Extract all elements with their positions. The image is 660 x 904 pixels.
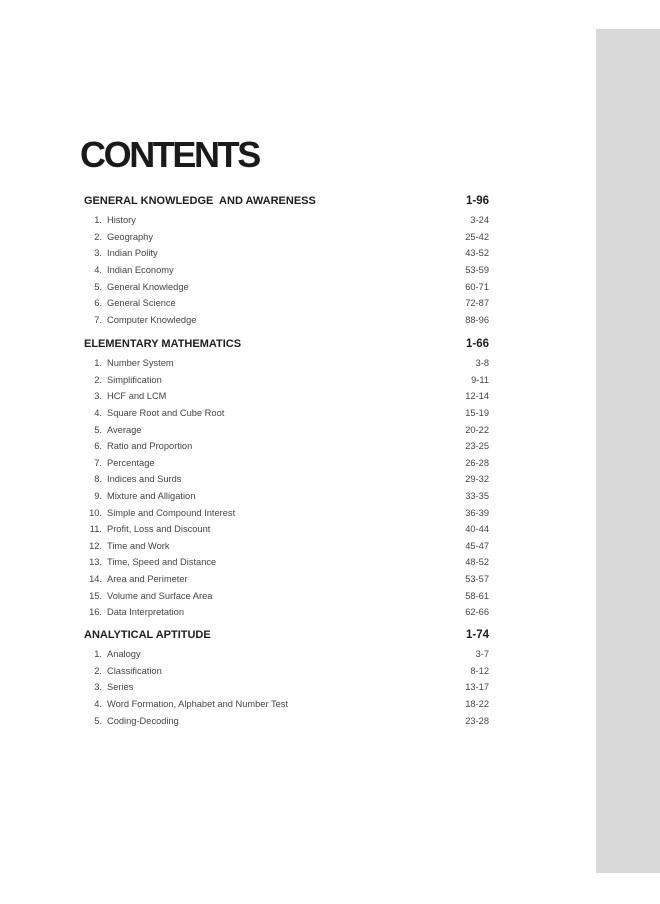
toc-entry[interactable] bbox=[84, 571, 489, 588]
entry-number: 2. bbox=[94, 374, 102, 385]
entry-number: 7. bbox=[94, 314, 102, 325]
entry-number: 3. bbox=[94, 391, 102, 402]
entry-pages: 23-28 bbox=[465, 715, 489, 726]
toc-entry[interactable] bbox=[84, 504, 489, 521]
toc-entry[interactable] bbox=[84, 455, 489, 472]
entry-pages: 33-35 bbox=[465, 491, 489, 502]
entry-pages: 36-39 bbox=[465, 507, 489, 518]
entry-number: 6. bbox=[94, 298, 102, 309]
entry-pages: 26-28 bbox=[465, 457, 489, 468]
section-heading bbox=[84, 624, 489, 646]
entry-title: Geography bbox=[107, 231, 153, 242]
entry-title: History bbox=[107, 215, 136, 226]
entry-title: Time, Speed and Distance bbox=[107, 557, 217, 568]
entry-number: 5. bbox=[94, 424, 102, 435]
section-heading bbox=[84, 333, 489, 355]
section-page-range: 1-66 bbox=[465, 338, 489, 350]
section-heading bbox=[84, 190, 489, 212]
entry-pages: 18-22 bbox=[465, 699, 489, 710]
entry-pages: 43-52 bbox=[465, 248, 489, 259]
toc-entry[interactable] bbox=[84, 521, 489, 538]
page-title: CONTENTS bbox=[80, 134, 259, 175]
entry-title: Average bbox=[107, 424, 142, 435]
entry-number: 9. bbox=[94, 491, 102, 502]
entry-pages: 12-14 bbox=[465, 391, 489, 402]
entry-title: Series bbox=[107, 682, 134, 693]
toc-entry[interactable] bbox=[84, 438, 489, 455]
entry-title: Square Root and Cube Root bbox=[107, 408, 225, 419]
entry-pages: 20-22 bbox=[465, 424, 489, 435]
entry-number: 13. bbox=[89, 557, 102, 568]
toc-entry[interactable] bbox=[84, 262, 489, 279]
entry-pages: 9-11 bbox=[471, 374, 489, 385]
entry-number: 1. bbox=[94, 649, 102, 660]
entry-number: 3. bbox=[94, 248, 102, 259]
entry-title: Ratio and Proportion bbox=[107, 441, 193, 452]
entry-number: 6. bbox=[94, 441, 102, 452]
entry-title: Time and Work bbox=[107, 540, 170, 551]
entry-title: Word Formation, Alphabet and Number Test bbox=[107, 699, 289, 710]
entry-title: Volume and Surface Area bbox=[107, 590, 213, 601]
entry-number: 1. bbox=[94, 215, 102, 226]
entry-pages: 53-57 bbox=[465, 574, 489, 585]
toc-entry[interactable] bbox=[84, 696, 489, 713]
entry-pages: 53-59 bbox=[465, 265, 489, 276]
entry-title: HCF and LCM bbox=[107, 391, 167, 402]
entry-number: 1. bbox=[94, 358, 102, 369]
entry-title: Data Interpretation bbox=[107, 607, 185, 618]
toc-entry[interactable] bbox=[84, 587, 489, 604]
toc-entry[interactable] bbox=[84, 646, 489, 663]
entry-pages: 72-87 bbox=[465, 298, 489, 309]
section-elementary-mathematics bbox=[84, 333, 489, 621]
entry-number: 2. bbox=[94, 665, 102, 676]
entry-pages: 8-12 bbox=[470, 665, 489, 676]
entry-pages: 45-47 bbox=[465, 540, 489, 551]
entry-title: General Knowledge bbox=[107, 281, 189, 292]
toc-entry[interactable] bbox=[84, 679, 489, 696]
toc-entry[interactable] bbox=[84, 604, 489, 621]
toc-entry[interactable] bbox=[84, 245, 489, 262]
entry-title: Coding-Decoding bbox=[107, 715, 179, 726]
entry-pages: 23-25 bbox=[465, 441, 489, 452]
toc-entry[interactable] bbox=[84, 663, 489, 680]
toc-entry[interactable] bbox=[84, 212, 489, 229]
entry-number: 8. bbox=[94, 474, 102, 485]
section-title: GENERAL KNOWLEDGE AND AWARENESS bbox=[84, 195, 316, 207]
toc-entry[interactable] bbox=[84, 388, 489, 405]
section-title: ELEMENTARY MATHEMATICS bbox=[84, 338, 242, 350]
toc-entry[interactable] bbox=[84, 421, 489, 438]
entry-title: Area and Perimeter bbox=[107, 574, 188, 585]
page-edge-band bbox=[596, 29, 660, 873]
entry-pages: 3-24 bbox=[470, 215, 489, 226]
toc-entry[interactable] bbox=[84, 229, 489, 246]
entry-pages: 58-61 bbox=[465, 590, 489, 601]
entry-title: Profit, Loss and Discount bbox=[107, 524, 211, 535]
entry-number: 10. bbox=[89, 507, 102, 518]
entry-title: Number System bbox=[107, 358, 174, 369]
entry-number: 4. bbox=[94, 265, 102, 276]
entry-title: General Science bbox=[107, 298, 176, 309]
entry-number: 12. bbox=[89, 540, 102, 551]
toc-entry[interactable] bbox=[84, 554, 489, 571]
entry-title: Indian Polity bbox=[107, 248, 158, 259]
toc-entry[interactable] bbox=[84, 405, 489, 422]
entry-title: Percentage bbox=[107, 457, 155, 468]
entry-number: 5. bbox=[94, 715, 102, 726]
toc-entry[interactable] bbox=[84, 488, 489, 505]
entry-number: 4. bbox=[94, 408, 102, 419]
section-page-range: 1-74 bbox=[465, 629, 489, 641]
entry-pages: 60-71 bbox=[465, 281, 489, 292]
section-page-range: 1-96 bbox=[465, 195, 489, 207]
entry-number: 3. bbox=[94, 682, 102, 693]
entry-pages: 25-42 bbox=[465, 231, 489, 242]
entry-title: Indices and Surds bbox=[107, 474, 182, 485]
entry-number: 4. bbox=[94, 699, 102, 710]
entry-number: 7. bbox=[94, 457, 102, 468]
entry-number: 15. bbox=[89, 590, 102, 601]
section-title: ANALYTICAL APTITUDE bbox=[84, 629, 211, 641]
toc-entry[interactable] bbox=[84, 712, 489, 729]
entry-pages: 15-19 bbox=[465, 408, 489, 419]
toc-entry[interactable] bbox=[84, 372, 489, 389]
entry-pages: 62-66 bbox=[465, 607, 489, 618]
entry-pages: 13-17 bbox=[465, 682, 489, 693]
entry-number: 14. bbox=[89, 574, 102, 585]
toc-entry[interactable] bbox=[84, 312, 489, 329]
toc-entry[interactable] bbox=[84, 295, 489, 312]
entry-number: 5. bbox=[94, 281, 102, 292]
entry-title: Simplification bbox=[107, 374, 162, 385]
toc-entry[interactable] bbox=[84, 538, 489, 555]
entry-number: 16. bbox=[89, 607, 102, 618]
entry-number: 11. bbox=[89, 524, 102, 535]
entry-title: Classification bbox=[107, 665, 162, 676]
toc-entry[interactable] bbox=[84, 471, 489, 488]
section-general-knowledge bbox=[84, 190, 489, 328]
entry-pages: 3-8 bbox=[475, 358, 489, 369]
entry-number: 2. bbox=[94, 231, 102, 242]
entry-pages: 29-32 bbox=[465, 474, 489, 485]
entry-pages: 48-52 bbox=[465, 557, 489, 568]
entry-pages: 88-96 bbox=[465, 314, 489, 325]
entry-pages: 3-7 bbox=[475, 649, 489, 660]
entry-title: Simple and Compound Interest bbox=[107, 507, 236, 518]
entry-title: Mixture and Alligation bbox=[107, 491, 196, 502]
section-analytical-aptitude bbox=[84, 624, 489, 729]
entry-title: Analogy bbox=[107, 649, 141, 660]
entry-pages: 40-44 bbox=[465, 524, 489, 535]
toc-entry[interactable] bbox=[84, 278, 489, 295]
entry-title: Indian Economy bbox=[107, 265, 174, 276]
toc-entry[interactable] bbox=[84, 355, 489, 372]
entry-title: Computer Knowledge bbox=[107, 314, 197, 325]
